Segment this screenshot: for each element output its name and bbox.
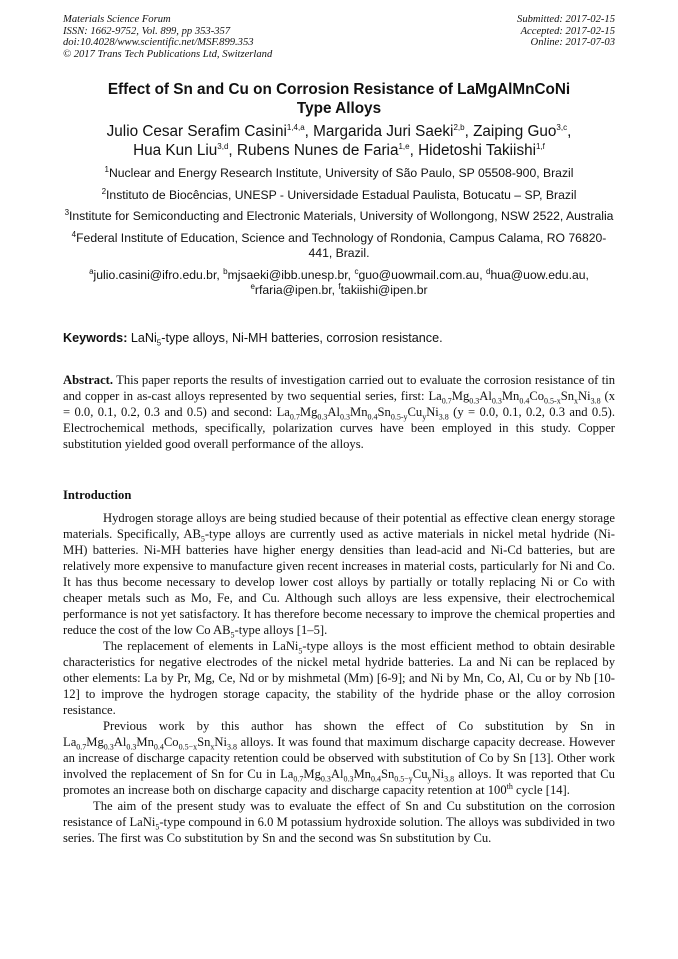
- affiliation-text: Instituto de Biocências, UNESP - Universidade Estadual Paulista, Botucatu – SP, Brazil: [106, 187, 577, 202]
- doi-line: doi:10.4028/www.scientific.net/MSF.899.353: [63, 37, 254, 49]
- email-link[interactable]: julio.casini@ifro.edu.br,: [93, 267, 220, 282]
- affiliation-3: [63, 209, 615, 225]
- keyword-text: LaNi: [130, 331, 157, 345]
- abstract-text: This paper reports the results of investigation carried out to evaluate the corrosion resistance of tin and copper in as-cast alloys represented by two sequential series, first:: [63, 373, 615, 403]
- author-affil-mark: 1,f: [536, 141, 545, 151]
- email-link[interactable]: guo@uowmail.com.au,: [358, 267, 483, 282]
- author-affil-mark: 1,4,a: [286, 122, 305, 132]
- abstract-section: [63, 372, 615, 452]
- email-mark: d: [486, 266, 491, 276]
- author-affil-mark: 2,b: [453, 122, 465, 132]
- author-name: Margarida Juri Saeki: [313, 123, 454, 140]
- affiliation-number: 3: [64, 207, 70, 217]
- body-paragraph: Previous work by this author has shown the effect of Co substitution by Sn in $La_{0.7}Mg_{0.3}Al_{0.3}Mn_{0.4}Co_{0.5-x}Sn_xNi_{3.8}$ alloys. It was found that maximum discharge capacity decrease. However an increase of discharge capacity retention could be observed with substitution of Co by Sn [13]. Other work involved the replacement of Sn for Cu in $La_{0.7}Mg_{0.3}Al_{0.3}Mn_{0.4}Sn_{0.5-y}Cu_yNi_{3.8}$ alloys. It was reported that Cu promotes an increase both on discharge capacity and discharge capacity retention at 100th cycle [14].: [63, 719, 615, 797]
- affiliation-1: [63, 166, 615, 182]
- online-date: Online: 2017-07-03: [530, 37, 615, 49]
- affiliation-list: [63, 166, 615, 305]
- title-line-2: Type Alloys: [296, 100, 382, 117]
- affiliation-4: [63, 231, 615, 262]
- abstract-text: (y = 0.0, 0.1, 0.2, 0.3 and 0.5). Electrochemical methods, specifically, polarization curves have been employed in this study. Copper substitution yielded good overall performance of the alloys.: [63, 405, 615, 451]
- affiliation-2: [63, 188, 615, 204]
- copyright-line: © 2017 Trans Tech Publications Ltd, Switzerland: [63, 48, 273, 60]
- journal-header-right: [517, 14, 615, 49]
- abstract-paragraph: [63, 372, 615, 452]
- formula-y-series: $La_{0.7}Mg_{0.3}Al_{0.3}Mn_{0.4}Sn_{0.5-y}Cu_yNi_{3.8}$: [276, 405, 449, 422]
- author-list: Julio Cesar Serafim Casini$^{1,4,a}$, Margarida Juri Saeki$^{2,b}$, Zaiping Guo$^{3,c}$, Hua Kun Liu$^{3,d}$, Rubens Nunes de Faria$^{1,e}$, Hidetoshi Takiishi$^{1,f}$: [106, 122, 572, 159]
- email-mark: b: [223, 266, 228, 276]
- author-name: Zaiping Guo: [473, 123, 557, 140]
- email-link[interactable]: mjsaeki@ibb.unesp.br,: [227, 267, 352, 282]
- affiliation-text: Institute for Semiconducting and Electronic Materials, University of Wollongong, NSW 2522, Australia: [69, 209, 614, 223]
- affiliation-number: 1: [104, 164, 109, 174]
- author-name: Julio Cesar Serafim Casini: [106, 123, 287, 140]
- journal-name: Materials Science Forum: [63, 14, 171, 25]
- body-paragraph: The replacement of elements in LaNi$_5$-type alloys is the most efficient method to obtain desirable characteristics for negative electrodes of the nickel metal hydride batteries. La and Ni can be replaced by other elements: La by Pr, Mg, Ce, Nd or by mishmetal (Mm) [6-9]; and Ni by Mn, Co, Al, Cu or by Nb [10-12] to improve the hydrogen storage capacity, the stability of the hydride phase or the alloy corrosion resistance.: [63, 639, 615, 717]
- email-mark: f: [338, 281, 341, 291]
- accepted-date: Accepted: 2017-02-15: [520, 25, 615, 37]
- submitted-date: Submitted: 2017-02-15: [517, 14, 615, 25]
- author-affil-mark: 1,e: [398, 141, 410, 151]
- email-list: [63, 268, 615, 299]
- email-link[interactable]: hua@uow.edu.au,: [490, 267, 589, 282]
- affiliation-number: 2: [101, 186, 107, 196]
- abstract-label: Abstract.: [63, 373, 114, 387]
- keyword-text: -type alloys, Ni-MH batteries, corrosion resistance.: [161, 331, 443, 345]
- keywords-label: Keywords:: [63, 331, 128, 345]
- author-name: Hua Kun Liu: [133, 142, 218, 159]
- introduction-body: [63, 510, 615, 846]
- author-name: Rubens Nunes de Faria: [236, 142, 399, 159]
- affiliation-number: 4: [71, 229, 77, 239]
- affiliation-text: Nuclear and Energy Research Institute, University of São Paulo, SP 05508-900, Brazil: [108, 166, 574, 180]
- email-mark: a: [89, 266, 94, 276]
- email-mark: e: [250, 281, 255, 291]
- paper-title: [63, 80, 615, 118]
- keywords-section: [63, 330, 615, 346]
- formula-x-series: $La_{0.7}Mg_{0.3}Al_{0.3}Mn_{0.4}Co_{0.5-x}Sn_xNi_{3.8}$: [63, 735, 238, 752]
- subscript: 5: [156, 338, 162, 348]
- email-mark: c: [354, 266, 359, 276]
- section-heading-introduction: Introduction: [63, 488, 132, 502]
- abstract-text: (x = 0.0, 0.1, 0.2, 0.3 and 0.5) and second:: [63, 389, 616, 419]
- journal-header-left: [63, 14, 272, 60]
- issn-line: ISSN: 1662-9752, Vol. 899, pp 353-357: [63, 25, 231, 37]
- formula-y-series: $La_{0.7}Mg_{0.3}Al_{0.3}Mn_{0.4}Sn_{0.5-y}Cu_yNi_{3.8}$: [280, 767, 455, 784]
- author-affil-mark: 3,d: [217, 141, 229, 151]
- email-link[interactable]: takiishi@ipen.br: [340, 283, 428, 297]
- formula-x-series: $La_{0.7}Mg_{0.3}Al_{0.3}Mn_{0.4}Co_{0.5-x}Sn_xNi_{3.8}$: [428, 389, 601, 406]
- email-link[interactable]: rfaria@ipen.br,: [254, 283, 336, 297]
- title-line-1: Effect of Sn and Cu on Corrosion Resistance of LaMgAlMnCoNi: [107, 81, 571, 98]
- affiliation-text: Federal Institute of Education, Science and Technology of Rondonia, Campus Calama, RO 76820-441, Brazil.: [76, 230, 607, 260]
- author-name: Hidetoshi Takiishi: [418, 142, 536, 159]
- body-paragraph: The aim of the present study was to evaluate the effect of Sn and Cu substitution on the corrosion resistance of LaNi$_5$-type compound in 6.0 M potassium hydroxide solution. The alloys was subdivided in two series. The first was Co substitution by Sn and the second was Sn substitution by Cu.: [63, 799, 615, 845]
- body-paragraph: Hydrogen storage alloys are being studied because of their potential as effective clean energy storage materials. Specifically, $AB_5$-type alloys are currently used as active materials in nickel metal hydride (Ni-MH) batteries. Ni-MH batteries have higher energy densities than lead-acid and Ni-Cd batteries, but are relatively more expensive to manufacture given recent increases in material costs, particularly for Ni and Co. It has thus become necessary to develop lower cost alloys by partially or totally replacing Ni or Co with cheaper metals such as Mo, Fe, and Cu. Although such alloys are less expensive, their electrochemical performance is not yet satisfactory. It has therefore become necessary to improve the chemical properties and reduce the cost of the low Co $AB_5$-type alloys [1–5].: [63, 511, 615, 640]
- author-affil-mark: 3,c: [556, 122, 568, 132]
